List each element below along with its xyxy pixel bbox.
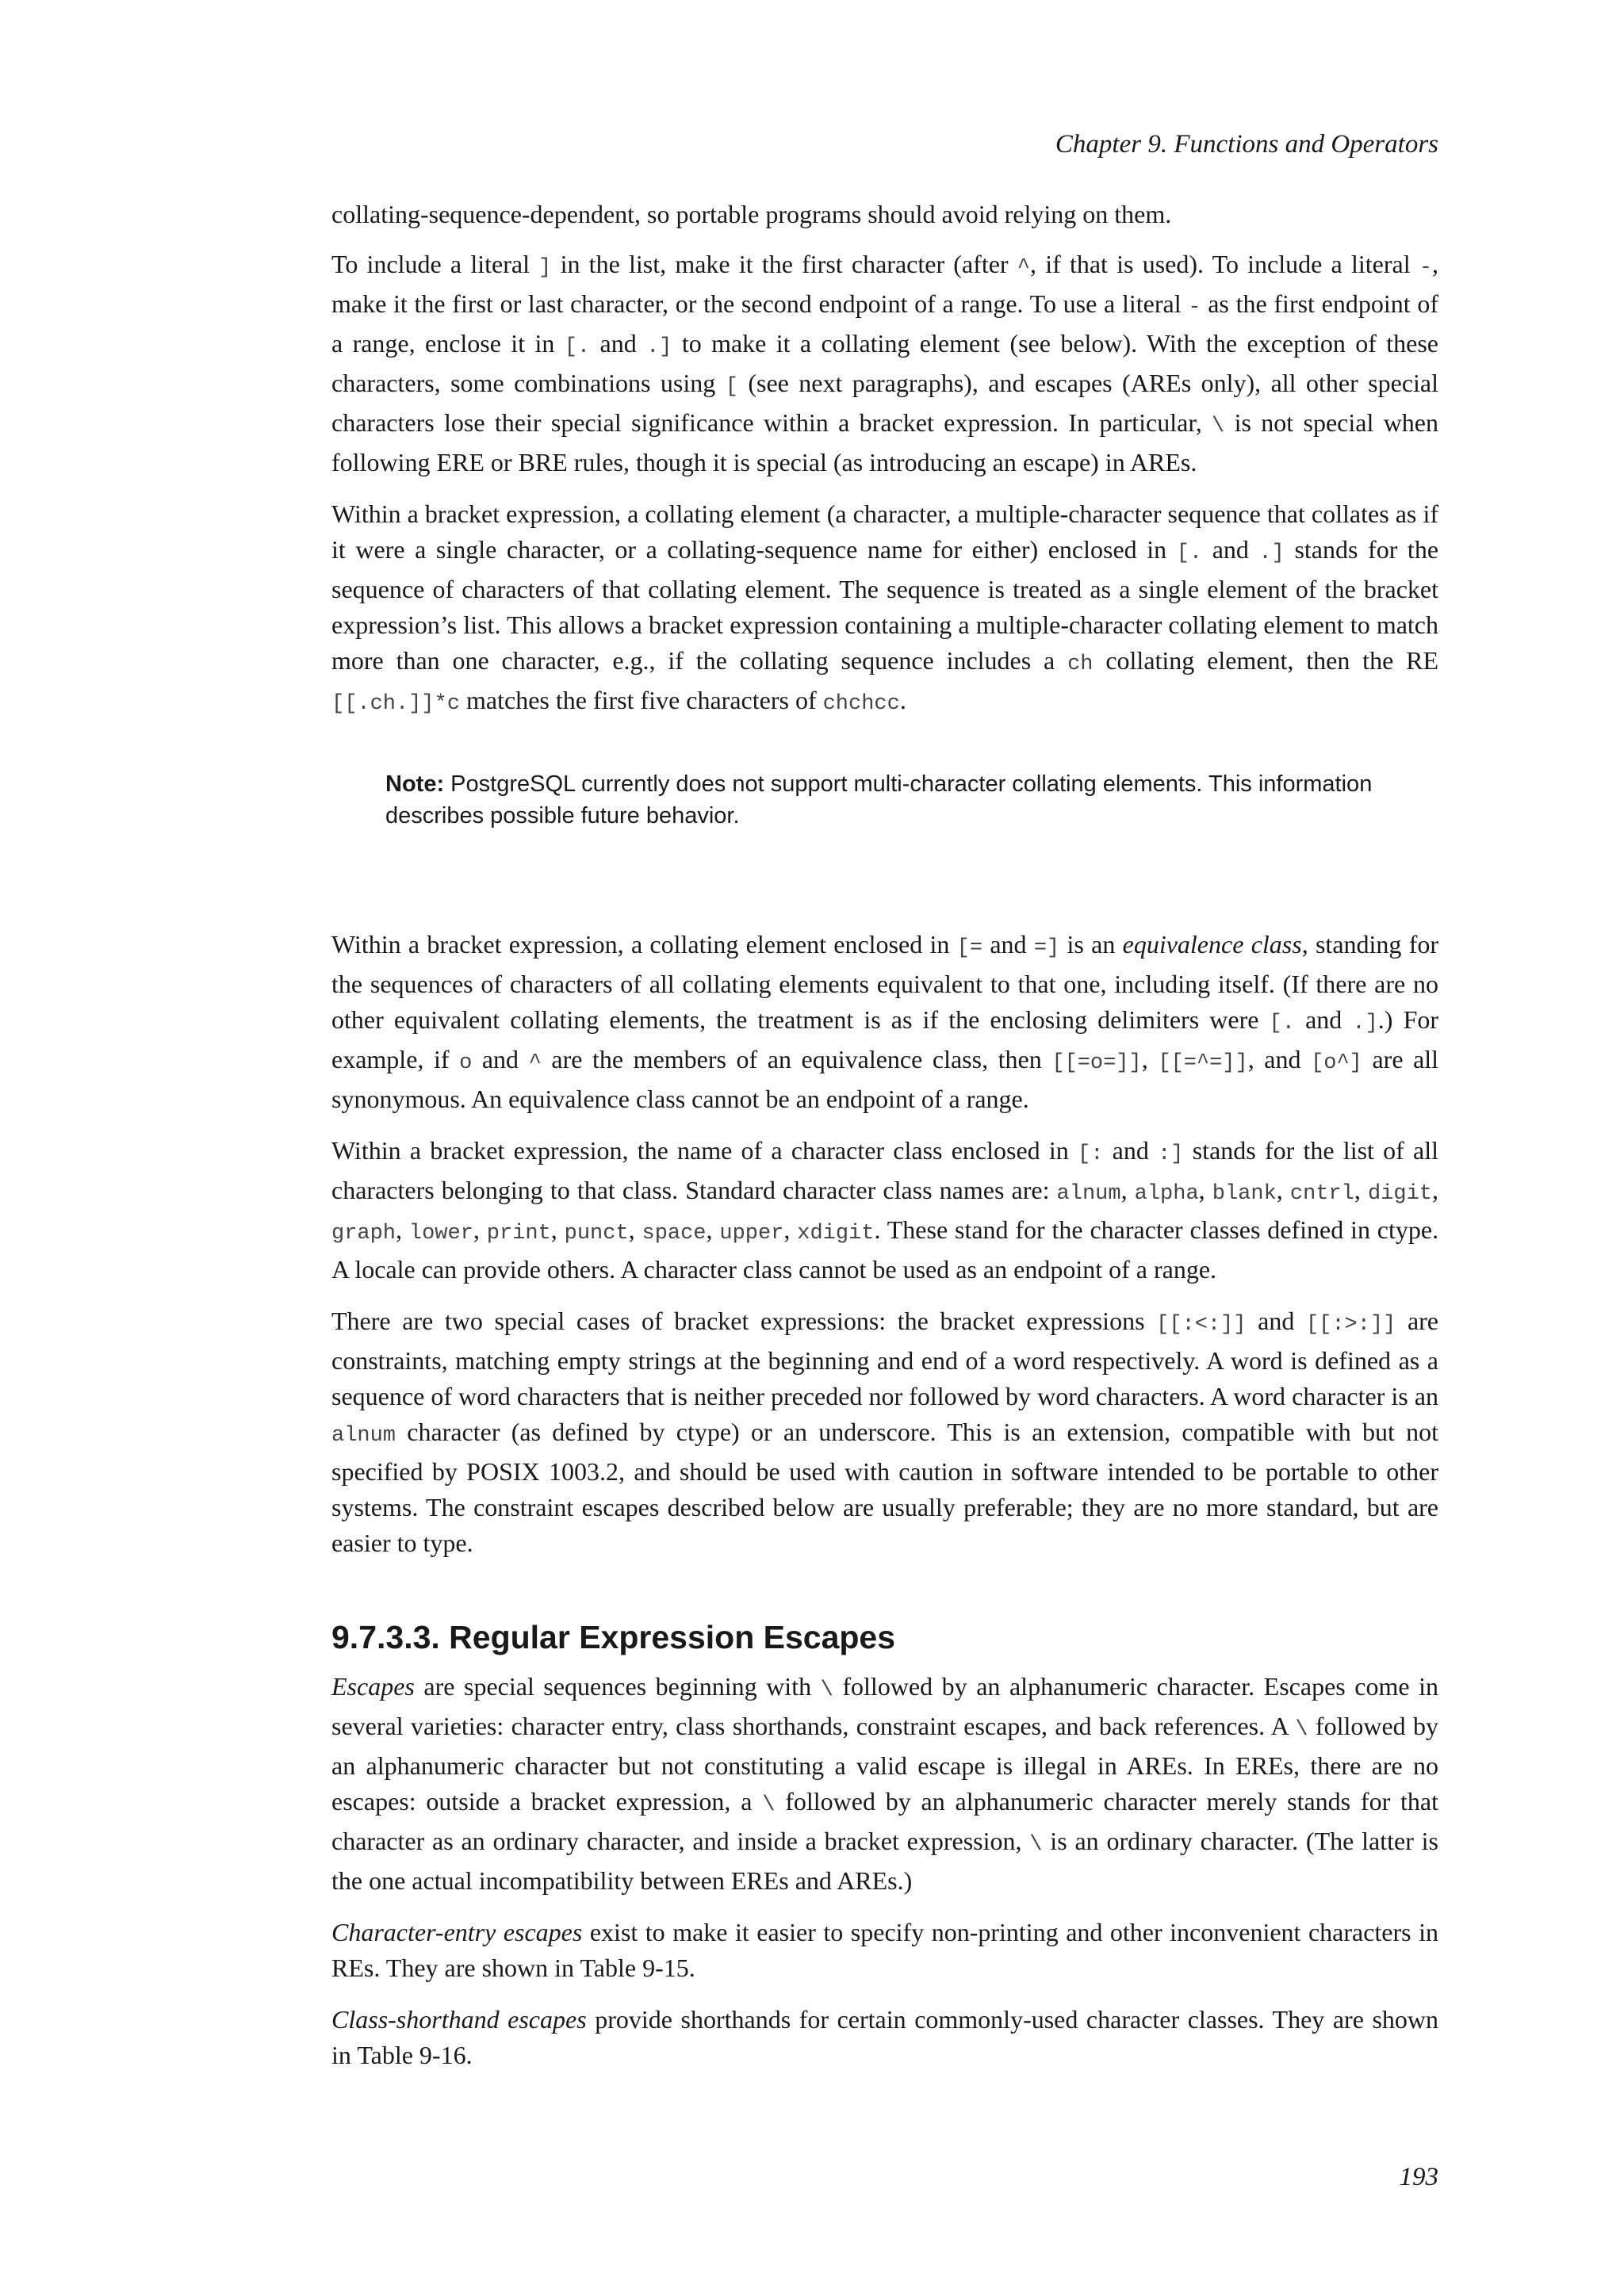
paragraph-equivalence-class: Within a bracket expression, a collating element enclosed in [= and =] is an equivalence class, standing for the sequences of characters of all collating elements equivalent to that one, including itself. (If there are no other equivalent collating elements, the treatment is as if the enclosing delimiters were [. and .].) For example, if o and ^ are the members of an equivalence class, then [[=o=]], [[=^=]], and [o^] are all synonymous. An equivalence class cannot be an endpoint of a range. (331, 930, 1439, 1113)
note-text: PostgreSQL currently does not support multi-character collating elements. This information describes possible future behavior. (385, 771, 1373, 828)
body-text (331, 197, 1438, 2089)
paragraph-collating-element: Within a bracket expression, a collating element (a character, a multiple-character sequence that collates as if it were a single character, or a collating-sequence name for either) enclosed in [. and .] stands for the sequence of characters of that collating element. The sequence is treated as a single element of the bracket expression’s list. This allows a bracket expression containing a multiple-character collating element to match more than one character, e.g., if the collating sequence includes a ch collating element, then the RE [[.ch.]]*c matches the first five characters of chchcc. (331, 499, 1439, 716)
paragraph-continuation: collating-sequence-dependent, so portable programs should avoid relying on them. (331, 200, 1172, 228)
note-box (385, 768, 1438, 832)
paragraph-escapes: Escapes are special sequences beginning with \ followed by an alphanumeric character. Escapes come in several varieties: character entry, class shorthands, constraint escapes, and back references. A \ followed by an alphanumeric character but not constituting a valid escape is illegal in AREs. In EREs, there are no escapes: outside a bracket expression, a \ followed by an alphanumeric character merely stands for that character as an ordinary character, and inside a bracket expression, \ is an ordinary character. (The latter is the one actual incompatibility between EREs and AREs.) (331, 1672, 1439, 1895)
section-heading: 9.7.3.3. Regular Expression Escapes (331, 1619, 896, 1655)
page-number: 193 (1399, 2163, 1438, 2191)
note-label: Note: (385, 771, 445, 797)
paragraph-class-shorthand-escapes: Class-shorthand escapes provide shorthands for certain commonly-used character classes. They are shown in Table 9-16. (331, 2005, 1439, 2069)
running-header: Chapter 9. Functions and Operators (1055, 130, 1438, 159)
paragraph-word-constraints: There are two special cases of bracket expressions: the bracket expressions [[:<:]] and [[:>:]] are constraints, matching empty strings at the beginning and end of a word respectively. A word is defined as a sequence of word characters that is neither preceded nor followed by word characters. A word character is an alnum character (as defined by ctype) or an underscore. This is an extension, compatible with but not specified by POSIX 1003.2, and should be used with caution in software intended to be portable to other systems. The constraint escapes described below are usually preferable; they are no more standard, but are easier to type. (331, 1307, 1439, 1557)
paragraph-literal-brackets: To include a literal ] in the list, make it the first character (after ^, if that is used). To include a literal -, make it the first or last character, or the second endpoint of a range. To use a literal - as the first endpoint of a range, enclose it in [. and .] to make it a collating element (see below). With the exception of these characters, some combinations using [ (see next paragraphs), and escapes (AREs only), all other special characters lose their special significance within a bracket expression. In particular, \ is not special when following ERE or BRE rules, though it is special (as introducing an escape) in AREs. (331, 250, 1439, 476)
paragraph-character-entry-escapes: Character-entry escapes exist to make it easier to specify non-printing and other inconvenient characters in REs. They are shown in Table 9-15. (331, 1918, 1439, 1982)
paragraph-character-class: Within a bracket expression, the name of a character class enclosed in [: and :] stands for the list of all characters belonging to that class. Standard character class names are: alnum, alpha, blank, cntrl, digit, graph, lower, print, punct, space, upper, xdigit. These stand for the character classes defined in ctype. A locale can provide others. A character class cannot be used as an endpoint of a range. (331, 1136, 1439, 1284)
